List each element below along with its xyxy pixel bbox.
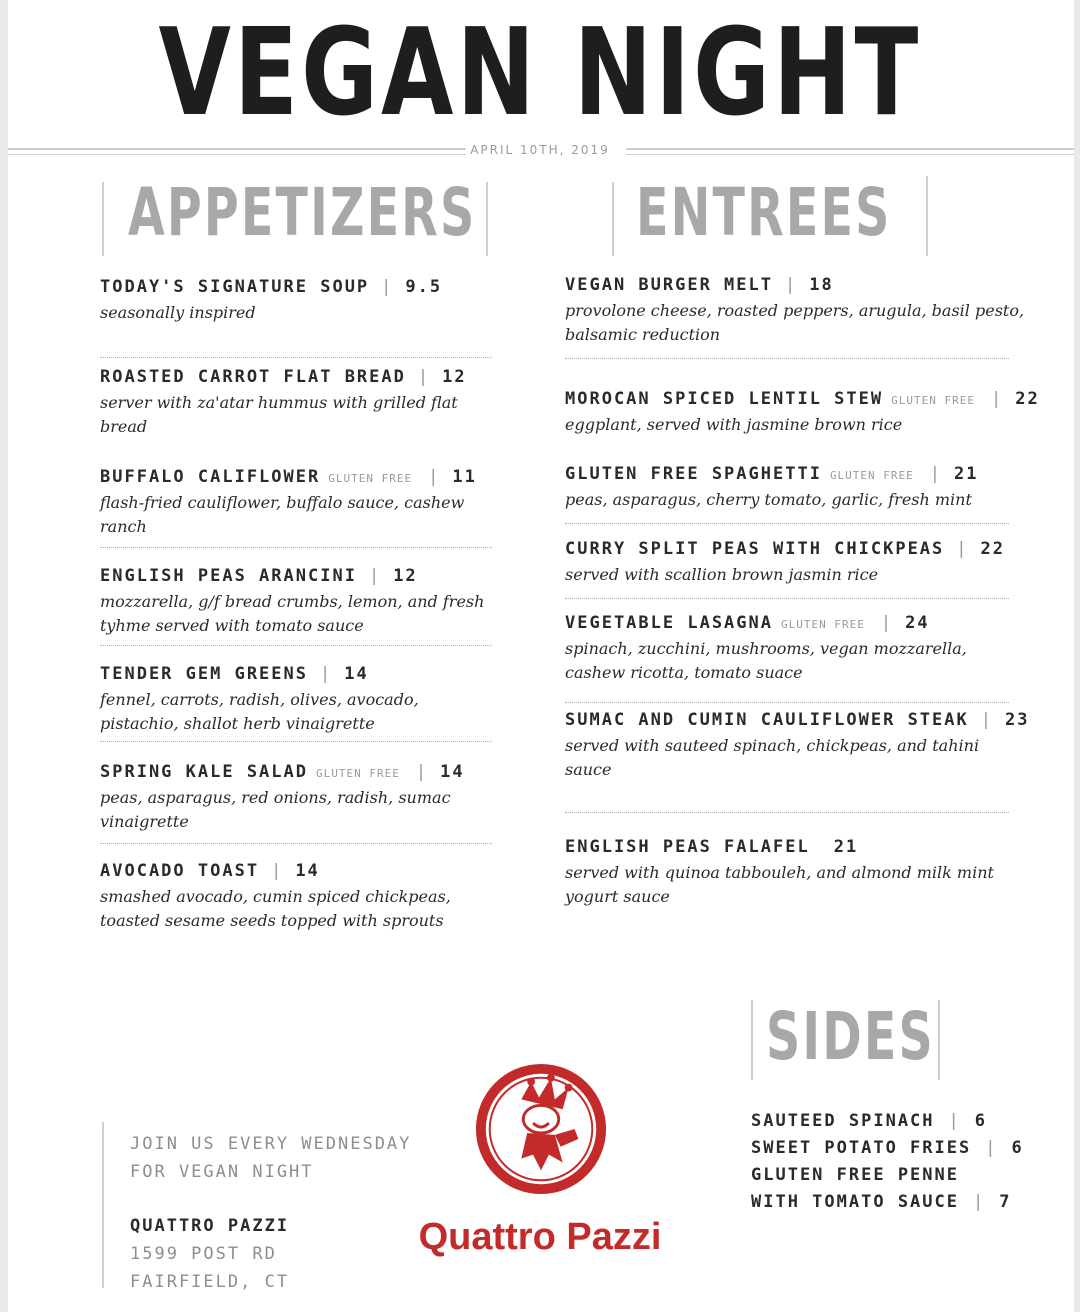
menu-item-name <box>100 467 477 487</box>
restaurant-address: QUATTRO PAZZI 1599 POST RD FAIRFIELD, CT <box>130 1212 289 1296</box>
menu-item <box>100 566 484 638</box>
side-item-price: 7 <box>999 1192 1012 1212</box>
price-separator: | <box>368 566 382 586</box>
price-separator: | <box>417 367 431 387</box>
price-separator: | <box>785 275 798 295</box>
description-line: served with quinoa tabbouleh, and almond milk mint <box>565 863 994 882</box>
menu-item-name <box>100 762 465 782</box>
menu-item <box>565 837 994 909</box>
item-price: 14 <box>440 762 465 782</box>
menu-item-name <box>565 710 1030 730</box>
menu-item-name <box>565 837 994 857</box>
jester-logo-icon <box>472 1060 610 1198</box>
menu-item-name <box>100 664 419 684</box>
price-separator: | <box>980 710 994 730</box>
description-line: tyhme served with tomato sauce <box>100 616 364 635</box>
price-separator: | <box>381 277 394 297</box>
dotted-divider <box>565 523 1009 524</box>
item-price: 14 <box>344 664 369 684</box>
menu-item-name <box>100 367 467 387</box>
item-title: VEGAN BURGER MELT <box>565 275 773 295</box>
join-us-text: JOIN US EVERY WEDNESDAY FOR VEGAN NIGHT <box>130 1134 412 1182</box>
item-price: 22 <box>980 539 1006 559</box>
brand-name: Quattro Pazzi <box>418 1216 662 1258</box>
title-rule-left <box>8 148 466 150</box>
item-price: 22 <box>1015 389 1040 409</box>
item-price: 12 <box>442 367 467 387</box>
page-title: VEGAN NIGHT <box>158 4 922 143</box>
description-line: eggplant, served with jasmine brown rice <box>565 415 903 434</box>
side-item <box>751 1135 1024 1162</box>
description-line: sauce <box>565 760 612 779</box>
price-separator: | <box>985 1138 998 1158</box>
description-line: bread <box>100 417 148 436</box>
item-title: ROASTED CARROT FLAT BREAD <box>100 367 406 387</box>
description-line: smashed avocado, cumin spiced chickpeas, <box>100 887 451 906</box>
description-line: seasonally inspired <box>100 303 256 322</box>
side-item-name: SAUTEED SPINACH <box>751 1111 935 1131</box>
description-line: yogurt sauce <box>565 887 670 906</box>
description-line: balsamic reduction <box>565 325 721 344</box>
menu-item-description <box>100 590 484 638</box>
dotted-divider <box>565 702 1009 703</box>
item-title: TODAY'S SIGNATURE SOUP <box>100 277 370 297</box>
description-line: served with sauteed spinach, chickpeas, and tahini <box>565 736 980 755</box>
item-title: AVOCADO TOAST <box>100 861 260 881</box>
side-item-price: 6 <box>974 1111 988 1131</box>
gluten-free-tag: GLUTEN FREE <box>891 394 975 407</box>
price-separator: | <box>956 539 969 559</box>
menu-item <box>565 275 1024 347</box>
side-item-price: 6 <box>1011 1138 1024 1158</box>
entrees-heading: ENTREES <box>636 174 892 251</box>
item-price: 23 <box>1005 710 1030 730</box>
gluten-free-tag: GLUTEN FREE <box>781 618 865 631</box>
description-line: spinach, zucchini, mushrooms, vegan mozzarella, <box>565 639 967 658</box>
item-title: GLUTEN FREE SPAGHETTI <box>565 464 822 484</box>
side-item-name: GLUTEN FREE PENNE <box>751 1165 959 1185</box>
menu-item <box>565 710 1030 782</box>
menu-item <box>100 467 477 539</box>
menu-item-description <box>100 391 467 439</box>
price-separator: | <box>973 1192 986 1212</box>
item-price: 21 <box>833 837 859 857</box>
dotted-divider <box>100 357 492 358</box>
price-separator: | <box>415 762 429 782</box>
side-item <box>751 1162 1024 1189</box>
description-line: vinaigrette <box>100 812 189 831</box>
dotted-divider <box>565 598 1009 599</box>
price-separator: | <box>320 664 333 684</box>
description-line: pistachio, shallot herb vinaigrette <box>100 714 375 733</box>
appetizers-heading: APPETIZERS <box>128 174 477 251</box>
menu-item-name <box>565 613 967 633</box>
dotted-divider <box>100 645 492 646</box>
menu-item <box>565 389 1040 437</box>
item-price: 21 <box>954 464 979 484</box>
item-title: ENGLISH PEAS FALAFEL <box>565 837 810 857</box>
item-title: TENDER GEM GREENS <box>100 664 308 684</box>
side-item <box>751 1108 1024 1135</box>
menu-item-description <box>565 413 1040 437</box>
item-price: 11 <box>452 467 477 487</box>
description-line: fennel, carrots, radish, olives, avocado, <box>100 690 419 709</box>
gluten-free-tag: GLUTEN FREE <box>316 767 400 780</box>
menu-item-name <box>565 389 1040 409</box>
gluten-free-tag: GLUTEN FREE <box>328 472 413 485</box>
menu-item-description <box>100 786 465 834</box>
dotted-divider <box>565 812 1009 813</box>
item-price: 24 <box>905 613 930 633</box>
dotted-divider <box>100 547 492 548</box>
item-price: 12 <box>393 566 418 586</box>
description-line: toasted sesame seeds topped with sprouts <box>100 911 444 930</box>
menu-item <box>100 367 467 439</box>
item-title: CURRY SPLIT PEAS WITH CHICKPEAS <box>565 539 945 559</box>
side-item-name: WITH TOMATO SAUCE <box>751 1192 959 1212</box>
item-title: SPRING KALE SALAD <box>100 762 308 782</box>
menu-item-description <box>565 488 979 512</box>
sides-heading: SIDES <box>766 998 935 1075</box>
menu-item-name <box>565 539 1005 559</box>
item-price: 18 <box>809 275 834 295</box>
menu-item <box>565 613 967 685</box>
item-title: MOROCAN SPICED LENTIL STEW <box>565 389 884 409</box>
item-title: BUFFALO CALIFLOWER <box>100 467 321 487</box>
title-rule-right <box>626 148 1074 150</box>
description-line: peas, asparagus, red onions, radish, sumac <box>100 788 451 807</box>
restaurant-name: QUATTRO PAZZI <box>130 1216 290 1236</box>
item-title: ENGLISH PEAS ARANCINI <box>100 566 357 586</box>
item-title: VEGETABLE LASAGNA <box>565 613 773 633</box>
dotted-divider <box>100 843 492 844</box>
price-separator: | <box>990 389 1004 409</box>
menu-item-name <box>565 464 979 484</box>
price-separator: | <box>880 613 894 633</box>
menu-item <box>100 277 442 325</box>
menu-item-description <box>565 637 967 685</box>
menu-item-description <box>100 885 451 933</box>
description-line: mozzarella, g/f bread crumbs, lemon, and fresh <box>100 592 485 611</box>
item-title: SUMAC AND CUMIN CAULIFLOWER STEAK <box>565 710 969 730</box>
description-line: server with za'atar hummus with grilled flat <box>100 393 458 412</box>
menu-item <box>565 539 1005 587</box>
menu-item-name <box>100 861 451 881</box>
description-line: flash-fried cauliflower, buffalo sauce, cashew <box>100 493 465 512</box>
price-separator: | <box>428 467 441 487</box>
menu-item-description <box>565 299 1024 347</box>
dotted-divider <box>100 741 492 742</box>
menu-item <box>100 861 451 933</box>
menu-item-description <box>565 734 1030 782</box>
menu-item-description <box>565 563 1005 587</box>
menu-item <box>100 664 419 736</box>
menu-item-name <box>565 275 1024 295</box>
price-separator: | <box>271 861 284 881</box>
menu-item-description <box>100 491 477 539</box>
menu-item-description <box>100 688 419 736</box>
menu-item-description <box>565 861 994 909</box>
side-item <box>751 1189 1024 1216</box>
gluten-free-tag: GLUTEN FREE <box>829 469 914 482</box>
menu-item <box>100 762 465 834</box>
menu-item <box>565 464 979 512</box>
item-price: 14 <box>295 861 320 881</box>
item-price: 9.5 <box>405 277 443 297</box>
description-line: cashew ricotta, tomato suace <box>565 663 803 682</box>
price-separator: | <box>948 1111 961 1131</box>
description-line: provolone cheese, roasted peppers, arugula, basil pesto, <box>565 301 1025 320</box>
sides-list <box>751 1108 1024 1216</box>
dotted-divider <box>565 358 1009 359</box>
event-date: APRIL 10TH, 2019 <box>470 143 610 157</box>
menu-item-name <box>100 566 484 586</box>
menu-item-name <box>100 277 442 297</box>
description-line: served with scallion brown jasmin rice <box>565 565 879 584</box>
price-separator: | <box>929 464 943 484</box>
menu-item-description <box>100 301 442 325</box>
side-item-name: SWEET POTATO FRIES <box>751 1138 972 1158</box>
description-line: ranch <box>100 517 147 536</box>
description-line: peas, asparagus, cherry tomato, garlic, fresh mint <box>565 490 972 509</box>
